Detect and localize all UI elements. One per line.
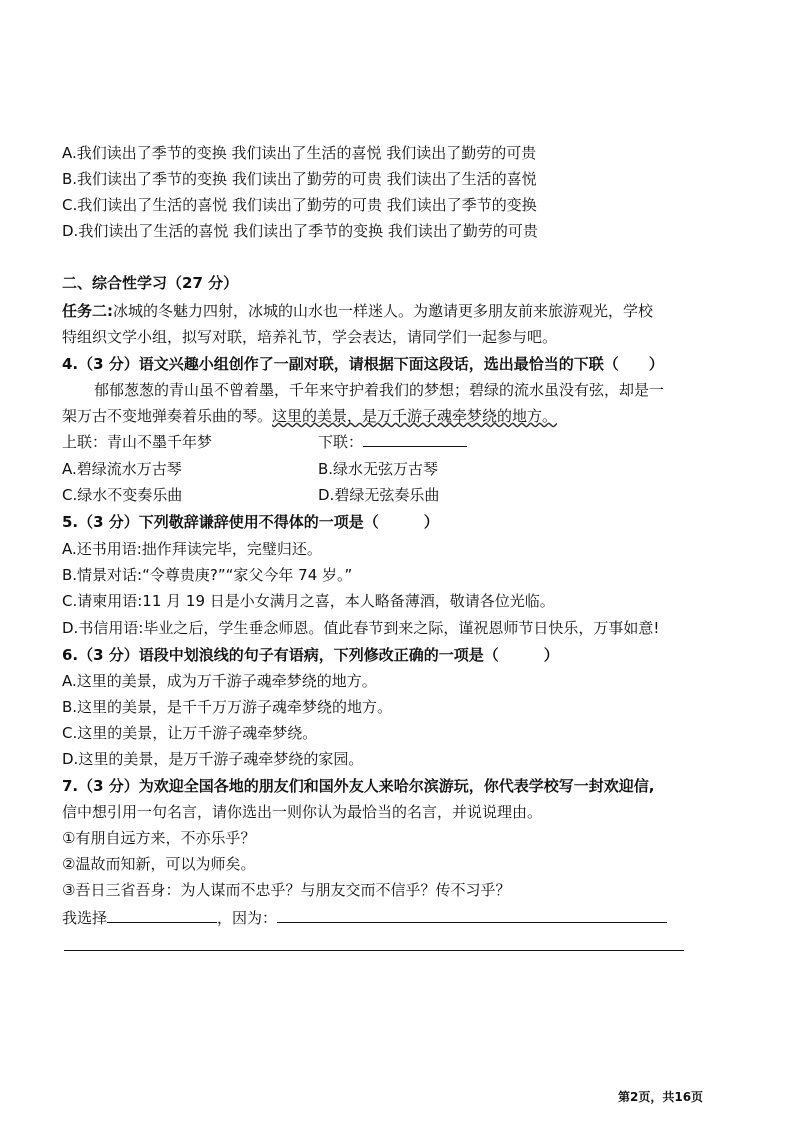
- q4-option-a: A.碧绿流水万古琴: [62, 460, 182, 478]
- q4-lower-couplet: [318, 432, 467, 452]
- q5-stem: 5.（3 分）下列敬辞谦辞使用不得体的一项是（ ）: [62, 513, 439, 531]
- q4-passage-2a: 架万古不变地弹奏着乐曲的琴。: [62, 407, 273, 425]
- task-text-1: 冰城的冬魅力四射，冰城的山水也一样迷人。为邀请更多朋友前来旅游观光，学校: [113, 302, 654, 320]
- q7-quote-1: ①有朋自远方来，不亦乐乎？: [62, 829, 256, 847]
- q5-option-c: C.请柬用语:11 月 19 日是小女满月之喜，本人略备薄酒，敬请各位光临。: [62, 592, 555, 610]
- q4-stem: 4.（3 分）语文兴趣小组创作了一副对联，请根据下面这段话，选出最恰当的下联（ ）: [62, 355, 664, 373]
- q4-lower-label: 下联：: [318, 433, 364, 451]
- q6-option-d: D.这里的美景，是万千游子魂牵梦绕的家园。: [62, 750, 364, 768]
- q3-option-d: D.我们读出了生活的喜悦 我们读出了季节的变换 我们读出了勤劳的可贵: [62, 222, 538, 240]
- q4-wavy-sentence: 这里的美景，是万千游子魂牵梦绕的地方。: [272, 407, 558, 425]
- q7-reason-line-2[interactable]: [64, 950, 684, 951]
- q4-option-d: D.碧绿无弦奏乐曲: [318, 486, 440, 504]
- q6-option-a: A.这里的美景，成为万千游子魂牵梦绕的地方。: [62, 672, 377, 690]
- q4-option-c: C.绿水不变奏乐曲: [62, 486, 183, 504]
- q7-stem: 7.（3 分）为欢迎全国各地的朋友们和国外友人来哈尔滨游玩，你代表学校写一封欢迎信,: [62, 777, 655, 795]
- page-number: 第2页，共16页: [618, 1090, 704, 1104]
- q7-because-label: ，因为：: [217, 909, 278, 927]
- q6-option-c: C.这里的美景，让万千游子魂牵梦绕。: [62, 724, 318, 742]
- q4-lower-blank[interactable]: [363, 432, 467, 447]
- q6-option-b: B.这里的美景，是千千万万游子魂牵梦绕的地方。: [62, 698, 393, 716]
- q7-stem-line-2: 信中想引用一句名言，请你选出一则你认为最恰当的名言，并说说理由。: [62, 803, 543, 821]
- q7-choice-blank[interactable]: [107, 908, 217, 923]
- task-label: 任务二:: [62, 302, 113, 320]
- q7-reason-blank[interactable]: [277, 908, 667, 923]
- q4-passage-line-2: [62, 406, 557, 426]
- q3-option-b: B.我们读出了季节的变换 我们读出了勤劳的可贵 我们读出了生活的喜悦: [62, 170, 537, 188]
- task-intro-line-1: [62, 301, 653, 321]
- task-intro-line-2: 特组织文学小组，拟写对联，培养礼节，学会表达，请同学们一起参与吧。: [62, 328, 558, 346]
- q5-option-d: D.书信用语:毕业之后，学生垂念师恩。值此春节到来之际，谨祝恩师节日快乐，万事如意!: [62, 619, 660, 637]
- q3-option-a: A.我们读出了季节的变换 我们读出了生活的喜悦 我们读出了勤劳的可贵: [62, 144, 537, 162]
- q4-upper-couplet: 上联：青山不墨千年梦: [62, 433, 213, 451]
- q6-stem: 6.（3 分）语段中划浪线的句子有语病，下列修改正确的一项是（ ）: [62, 646, 559, 664]
- q5-option-a: A.还书用语:拙作拜读完毕，完璧归还。: [62, 540, 322, 558]
- q7-answer-line: [62, 908, 667, 928]
- q3-option-c: C.我们读出了生活的喜悦 我们读出了勤劳的可贵 我们读出了季节的变换: [62, 196, 537, 214]
- q5-option-b: B.情景对话:“令尊贵庚?”“家父今年 74 岁。”: [62, 566, 353, 584]
- q7-quote-3: ③吾日三省吾身：为人谋而不忠乎？与朋友交而不信乎？传不习乎？: [62, 881, 511, 899]
- q4-passage-line-1: 郁郁葱葱的青山虽不曾着墨，千年来守护着我们的梦想；碧绿的流水虽没有弦，却是一: [94, 381, 665, 399]
- section-heading: 二、综合性学习（27 分）: [62, 274, 239, 292]
- q7-choose-label: 我选择: [62, 909, 108, 927]
- q4-option-b: B.绿水无弦万古琴: [318, 460, 439, 478]
- q7-quote-2: ②温故而知新，可以为师矣。: [62, 855, 256, 873]
